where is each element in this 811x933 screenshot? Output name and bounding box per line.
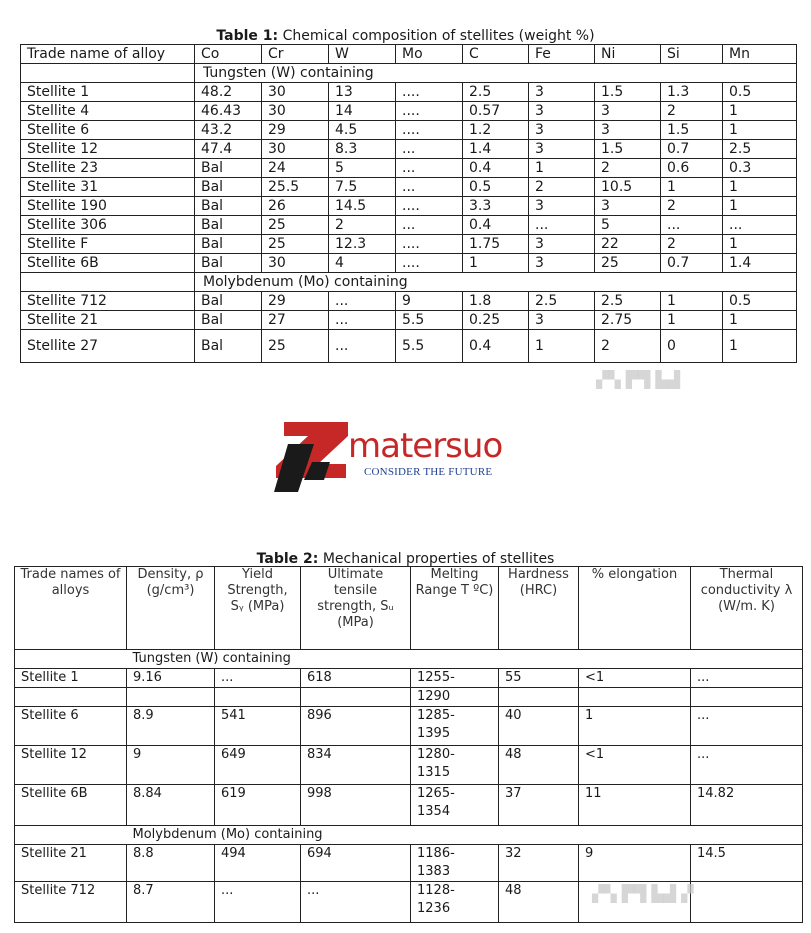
table-cell: 1 (723, 235, 797, 254)
table-cell: ... (329, 292, 396, 311)
table-cell: 24 (262, 159, 329, 178)
alloy-name-cell: Stellite 1 (21, 83, 195, 102)
mechanical-properties-table (14, 566, 803, 923)
group-label: Tungsten (W) containing (127, 650, 803, 669)
group-spacer-cell (15, 650, 127, 669)
table-cell: 0.3 (723, 159, 797, 178)
table-cell: 619 (215, 785, 301, 826)
table-cell: ... (691, 707, 803, 746)
table-header-row (21, 45, 797, 64)
logo-wordmark: matersuo (348, 426, 503, 466)
table-cell: 1186- 1383 (411, 845, 499, 882)
table-cell: Bal (195, 159, 262, 178)
table-cell: 1 (723, 311, 797, 330)
table-cell (215, 688, 301, 707)
table-cell: 3 (595, 197, 661, 216)
table-cell: 2 (595, 159, 661, 178)
group-spacer-cell (21, 64, 195, 83)
table-cell: 2 (329, 216, 396, 235)
table-cell: 4.5 (329, 121, 396, 140)
table-row (21, 178, 797, 197)
table-cell: 2.5 (595, 292, 661, 311)
table-row (21, 330, 797, 363)
table-cell (579, 882, 694, 923)
table-cell: 0.57 (463, 102, 529, 121)
table2-caption-text: Mechanical properties of stellites (318, 551, 555, 567)
table-cell: 27 (262, 311, 329, 330)
alloy-name-cell: Stellite 1 (15, 669, 127, 688)
table-cell: 30 (262, 254, 329, 273)
table-cell: 1 (661, 311, 723, 330)
table-cell: 1 (579, 707, 691, 746)
alloy-name-cell: Stellite 12 (21, 140, 195, 159)
table-cell: 10.5 (595, 178, 661, 197)
table-cell: 3 (529, 311, 595, 330)
table-cell: 9 (396, 292, 463, 311)
table-row (15, 746, 803, 785)
table-cell: 0.4 (463, 330, 529, 363)
table-cell: ... (661, 216, 723, 235)
table-cell: .... (396, 197, 463, 216)
group-row (21, 64, 797, 83)
table-cell: 3 (529, 235, 595, 254)
table-cell: 32 (499, 845, 579, 882)
table-cell: 5.5 (396, 330, 463, 363)
table-row (21, 311, 797, 330)
table-cell: 12.3 (329, 235, 396, 254)
table-cell: 1.5 (595, 83, 661, 102)
table-cell: 25 (262, 330, 329, 363)
table-row (15, 785, 803, 826)
column-header: Yield Strength, Sᵧ (MPa) (215, 567, 301, 650)
table-cell: 3 (595, 102, 661, 121)
table-cell: ... (396, 216, 463, 235)
table-cell: 2 (595, 330, 661, 363)
column-header: Fe (529, 45, 595, 64)
table-cell: <1 (579, 669, 691, 688)
table-cell: Bal (195, 330, 262, 363)
table-cell: 25 (595, 254, 661, 273)
column-header: Co (195, 45, 262, 64)
table-cell: 541 (215, 707, 301, 746)
column-header: C (463, 45, 529, 64)
table-cell: Bal (195, 292, 262, 311)
alloy-name-cell: Stellite 306 (21, 216, 195, 235)
watermark-icon: ▞▚ ▛▜ ▙▟ (596, 370, 680, 389)
table-cell: .... (396, 102, 463, 121)
table-cell: 0 (661, 330, 723, 363)
column-header: Ni (595, 45, 661, 64)
column-header: Mo (396, 45, 463, 64)
table-row (21, 216, 797, 235)
table-cell: 1 (529, 159, 595, 178)
alloy-name-cell: Stellite 190 (21, 197, 195, 216)
table-cell: 8.9 (127, 707, 215, 746)
table-cell: 1 (463, 254, 529, 273)
table-cell: 55 (499, 669, 579, 688)
table-cell: 1 (723, 330, 797, 363)
table-cell: ... (529, 216, 595, 235)
table-cell: 1265- 1354 (411, 785, 499, 826)
logo-tagline: CONSIDER THE FUTURE (364, 466, 493, 478)
table-cell: .... (396, 121, 463, 140)
table-cell: 14.5 (329, 197, 396, 216)
table-cell: 618 (301, 669, 411, 688)
table-cell: 1 (723, 197, 797, 216)
table-cell: 1.4 (463, 140, 529, 159)
table-cell: 13 (329, 83, 396, 102)
table-cell: 8.7 (127, 882, 215, 923)
table-cell: 11 (579, 785, 691, 826)
table-cell: 1255- (411, 669, 499, 688)
table-cell: 0.5 (723, 292, 797, 311)
table-cell: 8.84 (127, 785, 215, 826)
table-cell: 5 (329, 159, 396, 178)
table-cell: 0.7 (661, 254, 723, 273)
column-header: W (329, 45, 396, 64)
table-cell: 3 (529, 102, 595, 121)
alloy-name-cell (15, 688, 127, 707)
alloy-name-cell: Stellite 21 (15, 845, 127, 882)
table-cell: 1 (723, 102, 797, 121)
table-row (21, 197, 797, 216)
table-cell: 47.4 (195, 140, 262, 159)
table-cell: 40 (499, 707, 579, 746)
table-cell: 0.4 (463, 216, 529, 235)
table-cell: 25.5 (262, 178, 329, 197)
table-cell: 3 (529, 140, 595, 159)
table-cell: 22 (595, 235, 661, 254)
column-header: Density, ρ (g/cm³) (127, 567, 215, 650)
table-cell: 3.3 (463, 197, 529, 216)
table-cell: 2 (529, 178, 595, 197)
table-row (21, 235, 797, 254)
table-cell: 8.8 (127, 845, 215, 882)
table-cell: Bal (195, 178, 262, 197)
table-cell: 48 (499, 746, 579, 785)
table-cell: 0.25 (463, 311, 529, 330)
table-cell: 694 (301, 845, 411, 882)
table-cell: ... (396, 159, 463, 178)
table-cell: 1285- 1395 (411, 707, 499, 746)
table-cell: ... (396, 178, 463, 197)
table-cell: 3 (529, 197, 595, 216)
table-row (15, 688, 803, 707)
group-label: Molybdenum (Mo) containing (127, 826, 803, 845)
table-cell: 9 (127, 746, 215, 785)
table-cell: .... (396, 254, 463, 273)
table-header-row (15, 567, 803, 650)
table-cell: 1 (723, 178, 797, 197)
column-header: % elongation (579, 567, 691, 650)
table-cell: 1.4 (723, 254, 797, 273)
table-cell: 14 (329, 102, 396, 121)
table-cell: 37 (499, 785, 579, 826)
table1-caption-text: Chemical composition of stellites (weight %) (278, 28, 595, 44)
table-cell: 1.8 (463, 292, 529, 311)
table-cell: 3 (595, 121, 661, 140)
group-row (15, 826, 803, 845)
table-cell: 1 (661, 178, 723, 197)
table-cell: ... (329, 311, 396, 330)
column-header: Ultimate tensile strength, Sᵤ (MPa) (301, 567, 411, 650)
table-cell: 896 (301, 707, 411, 746)
table-cell: 834 (301, 746, 411, 785)
table-row (21, 292, 797, 311)
table-cell: .... (396, 235, 463, 254)
table-cell: 3 (529, 121, 595, 140)
watermark-icon: ▞▚ ▛▜ ▙▟ ▞ (592, 884, 694, 903)
column-header: Cr (262, 45, 329, 64)
table-cell: Bal (195, 197, 262, 216)
table-cell: 1.5 (595, 140, 661, 159)
alloy-name-cell: Stellite 23 (21, 159, 195, 178)
table-cell: <1 (579, 746, 691, 785)
table-cell: 9 (579, 845, 691, 882)
chemical-composition-table (20, 44, 797, 363)
table-row (21, 254, 797, 273)
table-cell: 2 (661, 102, 723, 121)
table-cell: 7.5 (329, 178, 396, 197)
table-cell: ... (215, 669, 301, 688)
table-cell: 30 (262, 102, 329, 121)
table-cell: Bal (195, 254, 262, 273)
table-cell: .... (396, 83, 463, 102)
table-cell: 14.5 (691, 845, 803, 882)
table-cell: 649 (215, 746, 301, 785)
table-cell: 29 (262, 292, 329, 311)
table-cell: ... (329, 330, 396, 363)
alloy-name-cell: Stellite 12 (15, 746, 127, 785)
alloy-name-cell: Stellite 4 (21, 102, 195, 121)
table1-caption (0, 28, 811, 44)
alloy-name-cell: Stellite 6 (15, 707, 127, 746)
table-cell: 1.2 (463, 121, 529, 140)
table-cell: ... (723, 216, 797, 235)
table-cell (499, 688, 579, 707)
table-cell: 1 (529, 330, 595, 363)
table-cell: 5 (595, 216, 661, 235)
table-cell (579, 688, 691, 707)
table-cell: 0.4 (463, 159, 529, 178)
table-cell: 1128- 1236 (411, 882, 499, 923)
table-row (15, 669, 803, 688)
table-cell: 0.6 (661, 159, 723, 178)
table-cell: 2.5 (463, 83, 529, 102)
table-cell: 4 (329, 254, 396, 273)
table-cell: 1280- 1315 (411, 746, 499, 785)
table-cell: ... (396, 140, 463, 159)
column-header: Mn (723, 45, 797, 64)
group-label: Tungsten (W) containing (195, 64, 797, 83)
alloy-name-cell: Stellite F (21, 235, 195, 254)
table-cell: 0.5 (463, 178, 529, 197)
table-cell: ... (691, 746, 803, 785)
group-spacer-cell (15, 826, 127, 845)
table-row (15, 707, 803, 746)
table-cell: 1 (723, 121, 797, 140)
table-cell: 48.2 (195, 83, 262, 102)
table-row (21, 159, 797, 178)
table-cell: 3 (529, 83, 595, 102)
table-cell: 46.43 (195, 102, 262, 121)
table-cell: 0.5 (723, 83, 797, 102)
alloy-name-cell: Stellite 27 (21, 330, 195, 363)
table-cell: Bal (195, 311, 262, 330)
table-cell: ... (301, 882, 411, 923)
alloy-name-cell: Stellite 31 (21, 178, 195, 197)
table-cell: 43.2 (195, 121, 262, 140)
table-row (21, 121, 797, 140)
table-row (21, 83, 797, 102)
table-row (15, 845, 803, 882)
table-cell: 1.75 (463, 235, 529, 254)
table-cell: 29 (262, 121, 329, 140)
table-cell: 1.5 (661, 121, 723, 140)
table-cell (127, 688, 215, 707)
table-cell: 1.3 (661, 83, 723, 102)
column-header: Trade names of alloys (15, 567, 127, 650)
table-cell: 8.3 (329, 140, 396, 159)
table-cell: 25 (262, 216, 329, 235)
column-header: Thermal conductivity λ (W/m. K) (691, 567, 803, 650)
column-header: Trade name of alloy (21, 45, 195, 64)
table1-caption-label: Table 1: (216, 28, 279, 44)
group-row (21, 273, 797, 292)
table-cell: 998 (301, 785, 411, 826)
table-cell: ... (215, 882, 301, 923)
table-cell: 494 (215, 845, 301, 882)
table-cell: 14.82 (691, 785, 803, 826)
column-header: Si (661, 45, 723, 64)
table-cell: Bal (195, 235, 262, 254)
table-cell: 1 (661, 292, 723, 311)
alloy-name-cell: Stellite 712 (21, 292, 195, 311)
group-spacer-cell (21, 273, 195, 292)
table-cell: 30 (262, 140, 329, 159)
table-cell: 2.5 (723, 140, 797, 159)
table2-caption-label: Table 2: (256, 551, 319, 567)
table-cell: ... (691, 669, 803, 688)
group-label: Molybdenum (Mo) containing (195, 273, 797, 292)
table-cell: 2 (661, 235, 723, 254)
table-cell (691, 882, 803, 923)
table-cell: Bal (195, 216, 262, 235)
group-row (15, 650, 803, 669)
table-cell: 1290 (411, 688, 499, 707)
alloy-name-cell: Stellite 21 (21, 311, 195, 330)
column-header: Melting Range T ºC) (411, 567, 499, 650)
alloy-name-cell: Stellite 6B (15, 785, 127, 826)
table-cell (691, 688, 803, 707)
table2-caption (0, 551, 811, 567)
table-row (21, 140, 797, 159)
alloy-name-cell: Stellite 6 (21, 121, 195, 140)
table-row (15, 882, 803, 923)
table-cell: 2.5 (529, 292, 595, 311)
alloy-name-cell: Stellite 6B (21, 254, 195, 273)
table-cell: 3 (529, 254, 595, 273)
table-cell: 48 (499, 882, 579, 923)
table-cell: 2.75 (595, 311, 661, 330)
table-cell (301, 688, 411, 707)
alloy-name-cell: Stellite 712 (15, 882, 127, 923)
table-cell: 2 (661, 197, 723, 216)
table-cell: 25 (262, 235, 329, 254)
table-cell: 26 (262, 197, 329, 216)
table-cell: 0.7 (661, 140, 723, 159)
column-header: Hardness (HRC) (499, 567, 579, 650)
table-row (21, 102, 797, 121)
table-cell: 30 (262, 83, 329, 102)
table-cell: 9.16 (127, 669, 215, 688)
table-cell: 5.5 (396, 311, 463, 330)
